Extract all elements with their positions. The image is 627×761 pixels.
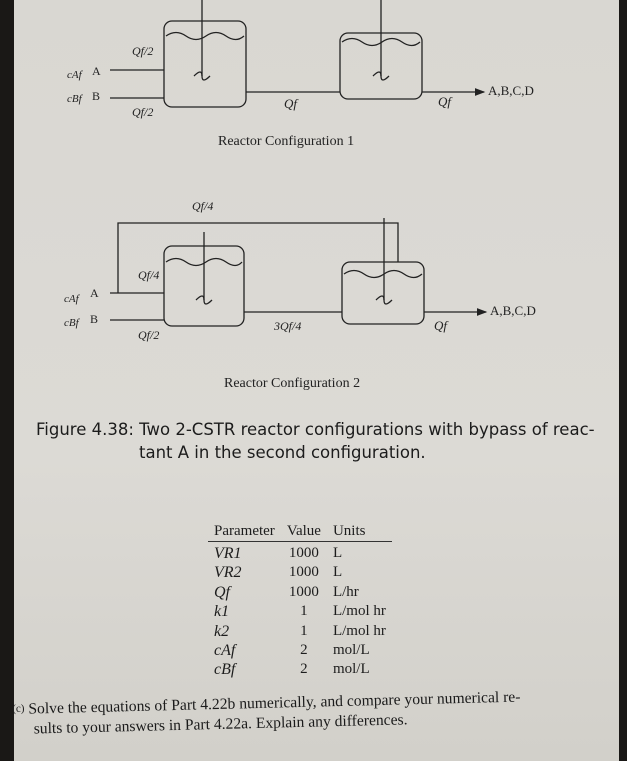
flow-b-label-2: Qf/2 xyxy=(138,328,160,342)
bypass-line xyxy=(118,223,398,293)
table-row xyxy=(208,542,392,564)
value-cell: 2 xyxy=(300,642,308,659)
value-cell: 1000 xyxy=(288,545,319,561)
value-cell: 1 xyxy=(300,622,308,639)
header-value: Value xyxy=(281,521,327,542)
bypass-flow-label: Qf/4 xyxy=(192,199,214,213)
reactor-configuration-2 xyxy=(110,218,486,326)
cAf-label: cAf xyxy=(67,69,82,81)
parameter-table xyxy=(208,521,392,680)
units-cell: mol/L xyxy=(332,642,370,659)
textbook-page xyxy=(14,0,619,761)
flow-a-label-2: Qf/4 xyxy=(138,268,160,282)
units-cell: L/mol hr xyxy=(332,603,386,620)
config-2-labels xyxy=(64,199,536,391)
units-cell: mol/L xyxy=(332,661,370,678)
input-b-label: B xyxy=(92,89,101,103)
products-label-2: A,B,C,D xyxy=(490,303,536,318)
value-cell: 1 xyxy=(300,603,308,620)
mid-flow-label-2: 3Qf/4 xyxy=(274,319,302,333)
param-cell: VR1 xyxy=(214,545,242,562)
table-row xyxy=(208,660,392,679)
table-row xyxy=(208,583,392,602)
param-cell: k1 xyxy=(214,603,230,621)
flow-b-label: Qf/2 xyxy=(132,105,154,119)
param-cell: cAf xyxy=(214,642,236,660)
cBf-label: cBf xyxy=(67,93,82,105)
reactor-2-impeller xyxy=(373,72,389,80)
cBf-label-2: cBf xyxy=(64,317,79,329)
reactor-3-impeller xyxy=(196,296,212,304)
reactor-1-tank xyxy=(164,21,246,107)
outlet-flow-label-2: Qf xyxy=(434,318,447,333)
config-1-labels xyxy=(67,44,534,149)
input-a-label-2: A xyxy=(90,286,99,300)
units-cell: L xyxy=(332,545,343,561)
question-tag: (c) xyxy=(12,702,25,715)
mid-flow-label: Qf xyxy=(284,96,297,111)
param-cell: VR2 xyxy=(214,564,242,582)
question-line-1: Solve the equations of Part 4.22b numerically, and compare your numerical re- xyxy=(28,688,521,718)
header-parameter: Parameter xyxy=(208,521,281,542)
param-cell: cBf xyxy=(214,661,236,679)
figure-caption xyxy=(36,418,596,464)
config-1-caption: Reactor Configuration 1 xyxy=(218,134,355,149)
param-cell: Qf xyxy=(214,583,230,601)
reactor-1-liquid-level xyxy=(166,33,244,40)
table-row xyxy=(208,602,392,621)
table-row xyxy=(208,622,392,641)
cAf-label-2: cAf xyxy=(64,293,79,305)
outlet-flow-label: Qf xyxy=(438,94,451,109)
table-row xyxy=(208,641,392,660)
reactor-4-tank xyxy=(342,262,424,324)
header-units: Units xyxy=(327,521,392,542)
units-cell: L xyxy=(332,564,343,581)
value-cell: 2 xyxy=(300,661,308,678)
input-b-label-2: B xyxy=(90,312,99,326)
figure-caption-line-2: tant A in the second configuration. xyxy=(139,443,426,462)
products-label: A,B,C,D xyxy=(488,83,534,98)
flow-a-label: Qf/2 xyxy=(132,44,154,58)
input-a-label: A xyxy=(92,64,101,78)
value-cell: 1000 xyxy=(288,564,319,581)
reactor-configuration-1 xyxy=(110,0,484,107)
reactor-1-impeller xyxy=(194,72,210,80)
table-row xyxy=(208,563,392,582)
figure-label: Figure 4.38: xyxy=(36,420,134,439)
reactor-diagram xyxy=(14,0,619,400)
figure-caption-line-1: Two 2-CSTR reactor configurations with bypass of reac- xyxy=(139,420,595,439)
units-cell: L/hr xyxy=(332,583,359,600)
param-cell: k2 xyxy=(214,622,230,640)
reactor-4-impeller xyxy=(376,296,392,304)
question-line-2: sults to your answers in Part 4.22a. Explain any differences. xyxy=(33,711,408,738)
reactor-4-liquid-level xyxy=(344,271,422,278)
value-cell: 1000 xyxy=(288,583,319,600)
table-header-row xyxy=(208,521,392,542)
question-part-c xyxy=(12,684,613,740)
units-cell: L/mol hr xyxy=(332,622,386,639)
config-2-caption: Reactor Configuration 2 xyxy=(224,376,361,391)
